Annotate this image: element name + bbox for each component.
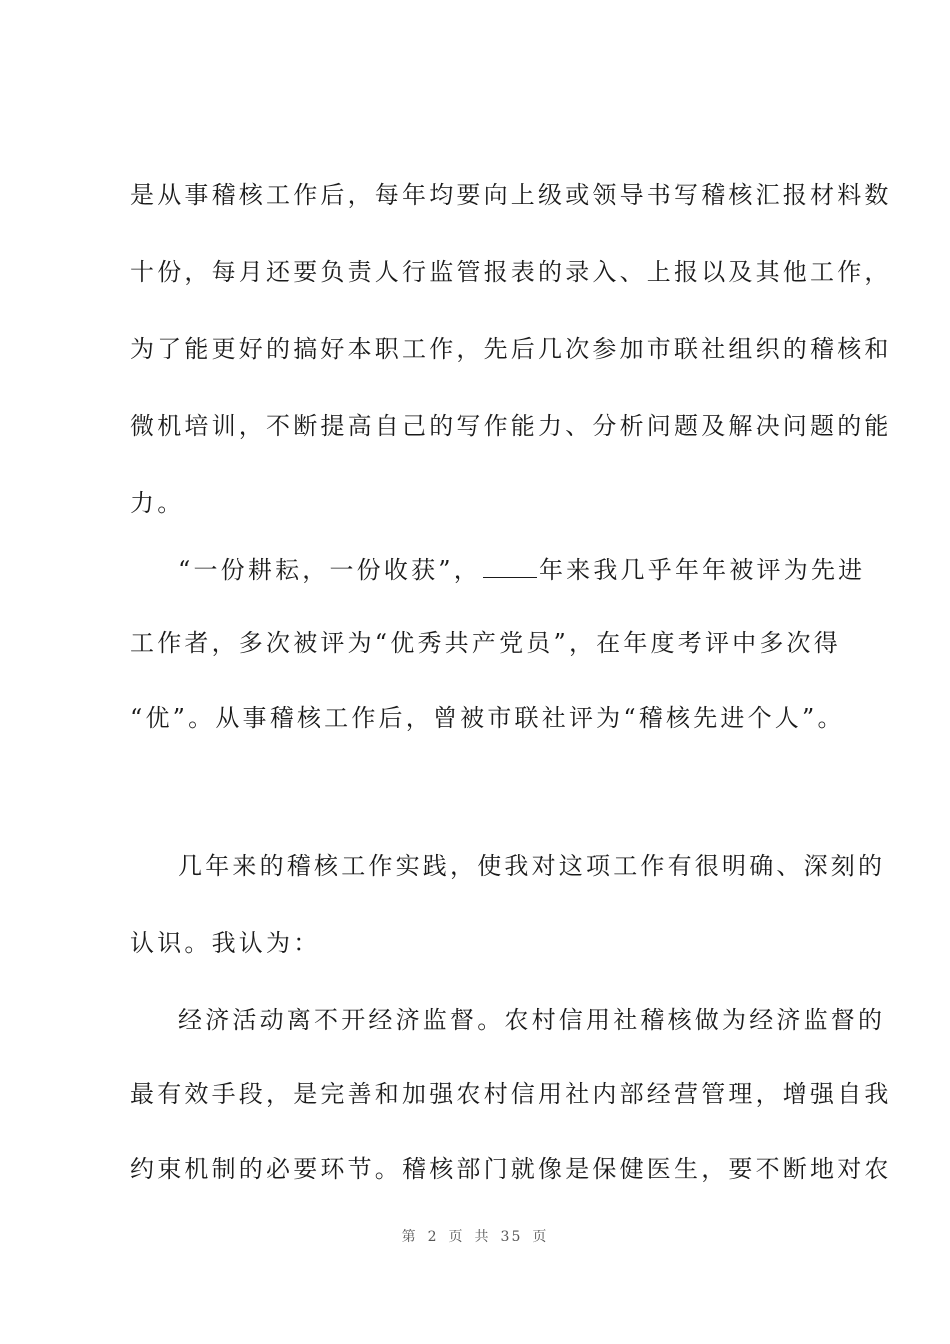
page-label: 第: [401, 1229, 418, 1245]
paragraph-4-line-2: 最有效手段，是完善和加强农村信用社内部经营管理，增强自我: [130, 1080, 892, 1108]
paragraph-1-line-1: 是从事稽核工作后，每年均要向上级或领导书写稽核汇报材料数: [130, 181, 892, 209]
paragraph-2-line-1-start: “一份耕耘，一份收获”，: [178, 556, 481, 584]
page-footer: [0, 1226, 950, 1246]
total-pages: 35: [500, 1229, 523, 1245]
paragraph-2-line-1-end: 年来我几乎年年被评为先进: [538, 556, 866, 584]
total-label: 共: [474, 1229, 491, 1245]
paragraph-4-line-1: 经济活动离不开经济监督。农村信用社稽核做为经济监督的: [178, 1006, 886, 1034]
paragraph-2-line-1: [178, 554, 865, 586]
paragraph-1-line-2: 十份，每月还要负责人行监管报表的录入、上报以及其他工作，: [130, 258, 892, 286]
paragraph-3-line-2: 认识。我认为：: [130, 929, 321, 957]
paragraph-2-line-2: 工作者，多次被评为“优秀共产党员”，在年度考评中多次得: [130, 629, 841, 657]
paragraph-4-line-3: 约束机制的必要环节。稽核部门就像是保健医生，要不断地对农: [130, 1155, 892, 1183]
page-number: 2: [427, 1229, 439, 1245]
paragraph-2-line-3: “优”。从事稽核工作后，曾被市联社评为“稽核先进个人”。: [130, 704, 845, 732]
paragraph-1-line-3: 为了能更好的搞好本职工作，先后几次参加市联社组织的稽核和: [130, 335, 892, 363]
fill-in-blank: [483, 557, 537, 578]
page-unit: 页: [448, 1229, 465, 1245]
paragraph-1-line-5: 力。: [130, 489, 185, 517]
total-unit: 页: [532, 1229, 549, 1245]
paragraph-1-line-4: 微机培训，不断提高自己的写作能力、分析问题及解决问题的能: [130, 412, 892, 440]
paragraph-3-line-1: 几年来的稽核工作实践，使我对这项工作有很明确、深刻的: [178, 852, 886, 880]
